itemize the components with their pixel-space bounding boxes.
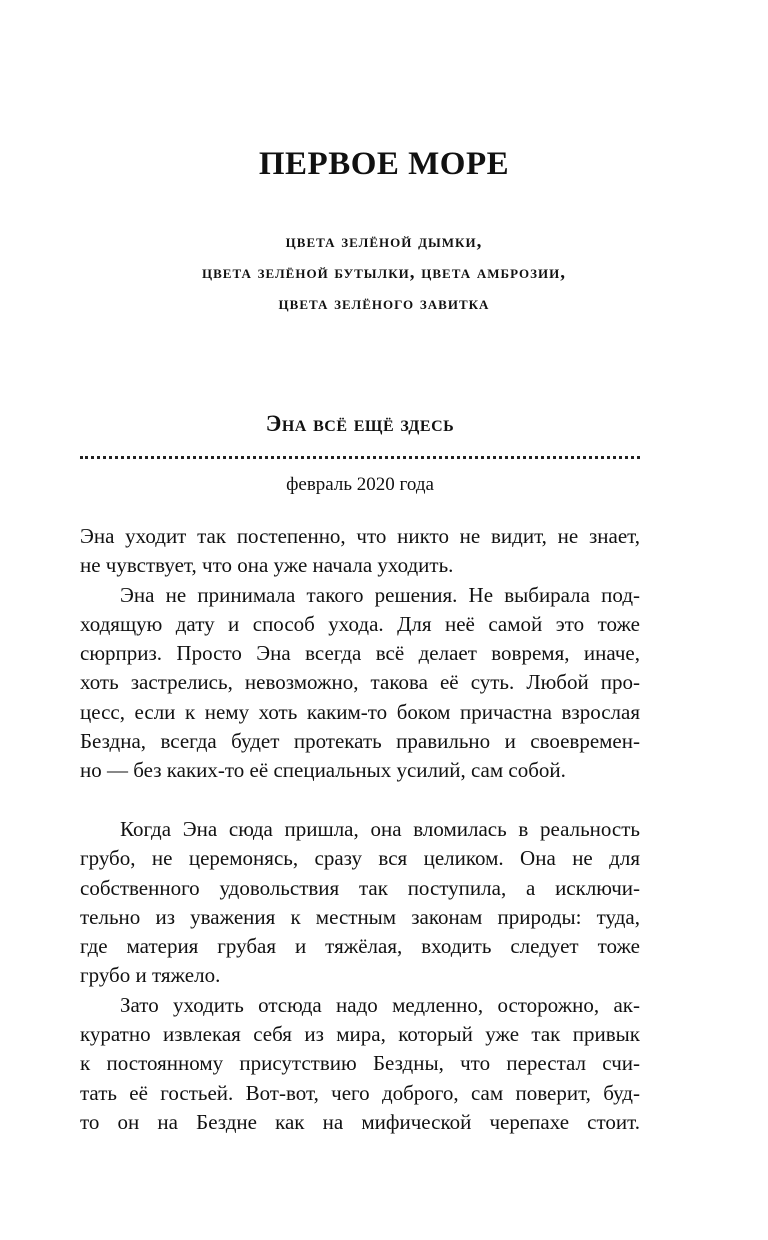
subtitle-line: цвета зелёной дымки, [285,231,483,252]
text-line: Эна уходит так постепенно, что никто не видит, не знает, [80,524,640,548]
text-line: тельно из уважения к местным законам природы: туда, [80,904,640,929]
text-line: то он на Бездне как на мифической черепахе стоит. [80,1109,640,1134]
text-line: тать её гостьей. Вот-вот, чего доброго, сам поверит, буд- [80,1080,640,1105]
text-line: собственного удовольствия так поступила, а исключи- [80,875,640,900]
paragraph-gap [80,786,640,815]
text-line: цесс, если к нему хоть каким-то боком причастна взрослая [80,699,640,724]
text-line: Когда Эна сюда пришла, она вломилась в реальность [120,816,640,841]
text-line: не чувствует, что она уже начала уходить. [80,553,454,578]
dotted-divider [80,456,640,459]
text-line: Бездна, всегда будет протекать правильно и своевремен- [80,729,640,754]
text-line: грубо, не церемонясь, сразу вся целиком. Она не для [80,846,640,871]
part-title: ПЕРВОЕ МОРЕ [258,146,510,182]
text-line: Эна не принимала такого решения. Не выбирала под- [120,582,640,607]
body-text [80,522,640,1137]
text-line: сюрприз. Просто Эна всегда всё делает вовремя, иначе, [80,641,640,666]
part-subtitle [0,226,768,319]
text-line: Зато уходить отсюда надо медленно, осторожно, ак- [120,992,640,1017]
text-line: к постоянному присутствию Бездны, что перестал счи- [80,1051,640,1076]
text-line: куратно извлекая себя из мира, который уже так привык [80,1022,640,1047]
chapter-date: февраль 2020 года [286,474,434,495]
text-line: хоть застрелись, невозможно, такова её суть. Любой про- [80,670,640,695]
chapter-title: Эна всё ещё здесь [265,411,455,436]
text-line: но — без каких-то её специальных усилий, сам собой. [80,758,566,783]
text-line: грубо и тяжело. [80,963,221,988]
text-line: ходящую дату и способ ухода. Для неё самой это тоже [80,611,640,636]
subtitle-line: цвета зелёной бутылки, цвета амброзии, [202,262,566,283]
subtitle-line: цвета зелёного завитка [278,293,490,314]
text-line: где материя грубая и тяжёлая, входить следует тоже [80,934,640,959]
